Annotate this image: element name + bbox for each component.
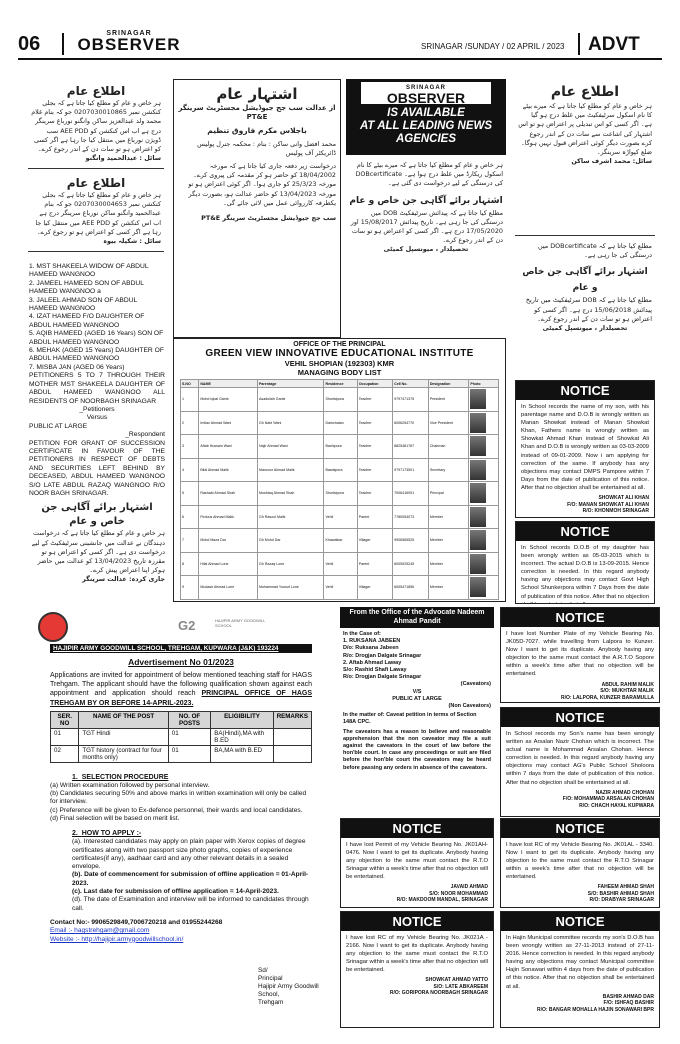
table-cell: Member — [428, 505, 469, 529]
table-cell: Mohd Iqbal Ganie — [199, 388, 258, 412]
notice-signature: SHOWKAT ALI KHAN — [598, 495, 649, 502]
notice-signature: SHOWKAT AHMAD YATTO — [425, 977, 488, 984]
table-cell — [273, 745, 311, 762]
caveators-label: (Caveators) — [460, 681, 491, 688]
notice-signature: R/O: CHACH HAYAL KUPWARA — [579, 802, 654, 809]
table-row — [51, 728, 312, 745]
column-header: ELIGIBILITY — [211, 711, 273, 728]
contact-block — [50, 919, 312, 944]
petitioner-item: 7. MISBA JAN (AGED 06 Years) — [29, 363, 125, 371]
table-cell: 5 — [181, 482, 199, 506]
notice-signature: S/O: NOOR MOHAMMAD — [429, 890, 488, 897]
table-row — [181, 388, 499, 412]
table-cell: Manzoor Ahmad Malik — [258, 458, 324, 482]
notice-signature: R/O: BANGAR MOHALLA HAJIN SONAWARI BPR — [536, 1006, 654, 1013]
signature-line: Sd/ — [258, 967, 268, 974]
party-list — [343, 638, 491, 681]
notice-footer: سائل : عبدالحمید وانگنو — [85, 154, 161, 163]
photo-cell — [469, 552, 499, 576]
notice-title: اشتہار برائے آگاہی جن خاص و عام — [522, 267, 648, 294]
masthead-large: OBSERVER — [77, 35, 181, 54]
member-photo — [470, 483, 486, 503]
notice-box — [500, 707, 660, 817]
column-header: Photo — [469, 380, 499, 388]
table-cell: Damchalan — [324, 411, 357, 435]
list-item: (b) Candidates securing 50% and above marks in written examination will only be called for interview. — [50, 790, 307, 806]
notice-signature: R/O: KHONMOH SRINAGAR — [582, 508, 649, 515]
table-body — [181, 388, 499, 600]
table-cell: Vehil — [324, 552, 357, 576]
list-item: (a). Interested candidates may apply on plain paper with Xerox copies of degree certificates along with two passport size photo graphs, copies of experience certificates(if any), aadhaar card and any other relevant details in a sealed envelope. — [72, 838, 306, 871]
table-cell: 9 — [181, 576, 199, 600]
hags-advertisement — [28, 607, 334, 1028]
notice-signature: ABDUL RAHIM MALIK — [601, 681, 654, 688]
urdu-footer: جاری کردہ: عدالت سرینگر — [82, 575, 165, 584]
adv-number: Advertisement No 01/2023 — [128, 657, 234, 667]
list-title: MANAGING BODY LIST — [297, 368, 382, 377]
table-header-row — [51, 711, 312, 728]
member-photo — [470, 554, 486, 574]
list-item: (d). The date of Examination and interview will be informed to candidates through call. — [72, 896, 309, 912]
party-line: D/o: Ruksana Jabeen — [343, 645, 399, 652]
masthead-logo — [74, 30, 184, 52]
notice-signature: R/O: MAKDOOM MANDAL, SRINAGAR — [396, 897, 488, 904]
non-caveators-label: (Non Caveators) — [448, 703, 491, 710]
table-cell: Teacher — [357, 458, 392, 482]
respondent: PUBLIC AT LARGE — [29, 422, 88, 430]
table-cell: 7780054073 — [393, 505, 429, 529]
principal-signature — [258, 967, 334, 1007]
photo-cell — [469, 388, 499, 412]
notice-box — [500, 818, 660, 908]
notice-signature: S/O: BASHIR AHMAD SHAH — [587, 890, 654, 897]
photo-cell — [469, 411, 499, 435]
table-cell: Mushtaq Ahmad Shah — [258, 482, 324, 506]
urdu-title: اشتہار برائے آگاہی جن خاص و عام — [41, 502, 153, 528]
member-photo — [470, 389, 486, 409]
table-cell: Aftab Hussain Wani — [199, 435, 258, 459]
ishtihar-aam — [173, 79, 341, 338]
notice-title: NOTICE — [501, 912, 659, 931]
notice-box — [340, 911, 494, 1028]
promo-box — [346, 79, 506, 155]
notice-title: اطلاع عام — [550, 84, 620, 100]
contact-no: Contact No:- 9906529849,7006720218 and 01955244268 — [50, 918, 223, 926]
petitioner-item: 6. MEHAK (AGED 15 Years) DAUGHTER OF ABDUL HAMEED WANGNOO — [29, 347, 164, 363]
petitioner-item: 5. AQIB HAMEED (AGED 16 Years) SON OF ABDUL HAMEED WANGNOO — [29, 330, 164, 346]
table-row — [181, 482, 499, 506]
table-cell — [273, 728, 311, 745]
website-link[interactable]: Website :- http://hajipir.armygoodwillschool.in/ — [50, 935, 184, 943]
managing-body-list — [173, 338, 506, 602]
column-header: Occupation — [357, 380, 392, 388]
notice-box — [500, 911, 660, 1028]
advocate-header: From the Office of the Advocate Nadeem Ahmad Pandit — [340, 607, 494, 628]
petitioner-item: 2. JAMEEL HAMEED SON OF ABDUL HAMEED WANGNOO a — [29, 279, 144, 296]
member-photo — [470, 460, 486, 480]
table-cell: Teacher — [357, 388, 392, 412]
table-cell: Vehil — [324, 505, 357, 529]
table-cell: Vice President — [428, 411, 469, 435]
promo-logo — [361, 82, 491, 104]
list-item: (c). Last date for submission of offline application = 14-April-2023. — [72, 888, 279, 896]
table-body — [51, 728, 312, 762]
posts-table — [50, 711, 312, 763]
notice-signature: NAZIR AHMAD CHOHAN — [595, 789, 654, 796]
table-cell: Rashaid Ahmad Shah — [199, 482, 258, 506]
notice-body: ہر خاص و عام کو مطلع کیا جاتا ہے کہ بجلی کنکشن نمبر 0207030010865 جو کہ بنام غلام محمد ولد عبدالعزیز ساکن وانگنو نورباغ سرینگر درج ہے اب اس کنکشن کو AEE PDD سب ڈویژن نورباغ میں منتقل کیا جا رہا ہے اگر کسی کو اعتراض ہو تو سات دن کے اندر رجوع کرے۔ — [31, 99, 161, 154]
table-row — [181, 576, 499, 600]
hags-title: HAJIPIR ARMY GOODWILL SCHOOL, TREHGAM, KUPWARA (J&K) 193224 — [50, 644, 312, 653]
table-cell: Najir Ahmad Wani — [258, 435, 324, 459]
table-cell: Gh Razaq Lone — [258, 552, 324, 576]
notice-signature: R/O: DRABYAR SRINAGAR — [589, 897, 654, 904]
email-link[interactable]: Email :- hagstrehgam@gmail.com — [50, 927, 150, 935]
table-cell: BA,MA with B.ED — [211, 745, 273, 762]
case-label: In the Case of: — [343, 631, 381, 637]
notice-body: مطلع کیا جاتا ہے کہ پیدائش سرٹیفکیٹ DOB میں درستگی کی جا رہی ہے۔ تاریخ پیدائش 15/08/2017 اور 17/05/2020 درج ہے۔ اگر کسی کو اعتراض ہو تو سات دن کے اندر رجوع کرے۔ — [350, 208, 503, 245]
notice-title: اطلاع عام — [66, 84, 126, 98]
advocate-caveat — [340, 607, 494, 782]
institute-name: GREEN VIEW INNOVATIVE EDUCATIONAL INSTITUTE — [205, 348, 474, 359]
photo-cell — [469, 576, 499, 600]
office-title: OFFICE OF THE PRINCIPAL — [293, 341, 386, 348]
notice-signature: BASHIR AHMAD DAR — [602, 993, 654, 1000]
petitioners-label: _Petitioners — [79, 405, 115, 413]
urdu-dob-notice-1 — [346, 158, 506, 338]
notice-body: In School records D.O.B of my daughter has been wrongly written as 05-03-2015 which is incorrect. The actual D.O.B is 13-09-2015. Hence correction is needed. In this regard anybody having any objections may contact Govt High School Shunkerpora within 7 Days from the date of publication of this notice. After that no objection — [521, 545, 649, 600]
divider — [28, 168, 164, 169]
table-cell: 01 — [168, 745, 211, 762]
urdu-body: ہر خاص و عام کو مطلع کیا جاتا ہے کہ درخواست دہندگان نے عدالت میں جانشینی سرٹیفکیٹ کے لیے درخواست دی ہے۔ اگر کسی کو اعتراض ہو تو مقررہ تاریخ 13/04/2023 کو عدالت میں حاضر ہوکر اپنا اعتراض پیش کرے۔ — [31, 529, 165, 575]
notice-footer: سائل: محمد اشرف ساکن — [571, 157, 652, 166]
petitioner-item: 3. JALEEL AHMAD SON OF ABDUL HAMEED WANGNOO — [29, 296, 138, 313]
column-header: NAME OF THE POST — [79, 711, 168, 728]
divider — [28, 251, 164, 252]
table-cell: 3 — [181, 435, 199, 459]
institute-place: VEHIL SHOPIAN (192303) KMR — [284, 359, 395, 368]
column-header: REMARKS — [273, 711, 311, 728]
table-cell: Villager — [357, 576, 392, 600]
table-cell: Gh Mohd Dar — [258, 529, 324, 553]
notice-body: ہر خاص و عام کو مطلع کیا جاتا ہے کہ بجلی کنکشن نمبر 0207030004653 جو کہ بنام عبدالحمید وانگنو ساکن نورباغ سرینگر درج ہے اب اس کنکشن کو AEE PDD میں منتقل کیا جا رہا ہے اگر کسی کو اعتراض ہو تو رجوع کرے۔ — [35, 191, 161, 236]
header-divider-right — [578, 33, 580, 55]
table-cell: 9797173501 — [393, 458, 429, 482]
column-header: Parentage — [258, 380, 324, 388]
party-line: 1. RUKSANA JABEEN — [343, 638, 401, 645]
notice-footer: تحصیلدار ، میونسپل کمیٹی — [542, 324, 628, 333]
notice-box — [500, 607, 660, 703]
notice-title: اطلاع عام — [66, 176, 126, 190]
photo-cell — [469, 505, 499, 529]
photo-cell — [469, 458, 499, 482]
table-row — [181, 458, 499, 482]
table-cell: Mohammad Yousuf Lone — [258, 576, 324, 600]
table-cell: Mudasir Ahmad Lone — [199, 576, 258, 600]
table-cell: 6005925245 — [393, 552, 429, 576]
selection-procedure — [50, 773, 312, 782]
parties: محمد افضل وانی ساکن : بنام : محکمہ جنرل پولیس ڈائریکٹر آف پولیس — [197, 139, 336, 157]
table-cell: TGT history (contract for four months only) — [79, 745, 168, 762]
promo-text — [346, 107, 506, 146]
succession-petition — [28, 262, 166, 602]
page-number: 06 — [18, 33, 41, 55]
notice-signature: S/O: LATE ABKAREEM — [433, 983, 488, 990]
notice-box — [515, 380, 655, 518]
notice-body: ہر خاص و عام کو مطلع کیا جاتا ہے کہ میرے بیٹے کا نام اسکول ریکارڈ میں غلط درج ہوا ہے۔ DOBcertificate کی درستگی کے لیے درخواست دی گئی ہے۔ — [355, 161, 503, 188]
subtitle: باجلاس مکرم فاروق تنظیم — [207, 126, 307, 136]
notice-body: I have lost RC of my Vehicle Bearing No. JK01AL - 3340. Now I want to get its duplicate. Anybody having any objection to the same must contact the R.T.O Srinagar within a week's time after that no objection will be entertained. — [506, 842, 654, 881]
caveat-body: The caveators has a reason to believe and reasonable apprehension that the non caveator may file a suit against the caveators in the court of law before the hon'ble court. In case any proceedings or suit are filed before the hon'ble court the caveators may be heard before passing any orders in absence of the caveators. — [343, 728, 491, 771]
notice-signature: FAHEEM AHMAD SHAH — [597, 884, 654, 891]
table-cell: 7006416051 — [393, 482, 429, 506]
notice-body: I have lost Number Plate of my Vehicle Bearing No. JK05D-7027. while travelling from Lalpora to Kunzer. Now I want to get its duplicate. Anybody having any objection to the same must contact the A.R.T.O Sopore within a week's time after that no objection will be entertained. — [506, 631, 654, 678]
table-cell: Secretary — [428, 458, 469, 482]
notice-box — [515, 521, 655, 604]
header-divider — [62, 33, 64, 55]
member-photo — [470, 577, 486, 597]
divider — [515, 235, 655, 236]
table-note — [180, 602, 499, 603]
table-cell: BA(Hindi),MA with B.ED — [211, 728, 273, 745]
selection-list — [50, 782, 312, 823]
table-cell: 2 — [181, 411, 199, 435]
table-cell: Teacher — [357, 411, 392, 435]
petitioner-list — [29, 263, 165, 372]
urdu-notice-1 — [28, 80, 164, 168]
table-cell: Shuristpora — [324, 482, 357, 506]
section-label: ADVT — [588, 34, 640, 55]
adv-intro — [50, 671, 312, 708]
notice-signature: JAVAID AHMAD — [450, 884, 488, 891]
promo-small: SRINAGAR — [405, 85, 446, 91]
notice-title: NOTICE — [516, 381, 654, 400]
petitioners-note: PETITIONERS 5 TO 7 THROUGH THEIR MOTHER MST SHAKEELA DAUGHTER OF ABDUL HAMEED WANGNOO ALL RESIDENTS OF NOORBAGH SRINAGAR — [29, 372, 165, 405]
g2-logo: G2 — [178, 618, 196, 633]
table-cell: Mohd Maza Dar — [199, 529, 258, 553]
advocate-body — [340, 628, 494, 775]
notice-footer: سائل : شکیلہ بیوہ — [103, 237, 161, 246]
table-cell: Gh Rasool Malik — [258, 505, 324, 529]
respondent-label: _Respondent — [125, 431, 165, 439]
table-cell: Hilal Ahmad Lone — [199, 552, 258, 576]
notice-footer: تحصیلدار ، میونسپل کمیٹی — [383, 245, 469, 254]
member-photo — [470, 507, 486, 527]
column-header: NO. OF POSTS — [168, 711, 211, 728]
promo-line: AT ALL LEADING NEWS — [359, 120, 493, 132]
party-line: R/o: Drogjan Dalgate Srinagar — [343, 652, 422, 659]
signature-line: Trehgam — [258, 999, 284, 1006]
photo-cell — [469, 435, 499, 459]
table-cell: 4 — [181, 458, 199, 482]
urdu-notice-3 — [515, 79, 655, 234]
column-header: SER. NO — [51, 711, 79, 728]
notice-signature: S/O: MUKHTAR MALIK — [600, 688, 654, 695]
table-cell: Gh Nabi Wani — [258, 411, 324, 435]
matter: In the matter of: Caveat petition in terms of Section 148A CPC. — [343, 712, 477, 726]
notice-body: In School records my Son's name has been wrongly written as Arsalan Nazir Chohan which is incorrect. The actual name is Mohammad Arsalan Chohan. Hence correction is needed. In this regard anybody having any objections may contact AG's Public School Sholoora within 7 days from the date of publication of this notice. After that no objection shall be entertained at all. — [506, 731, 654, 786]
notice-body: ہر خاص و عام کو مطلع کیا جاتا ہے کہ میرے بیٹے کا نام اسکول سرٹیفکیٹ میں غلط درج ہو گیا ہے۔ اگر کسی کو اس تبدیلی پر اعتراض ہو تو اس اشتہار کی اشاعت سے سات دن کے اندر رجوع کرے بصورت دیگر کوئی اعتراض قبول نہیں ہوگا۔ ضلع کپواڑہ سرینگر۔ — [518, 102, 652, 157]
table-cell: Imtiaz Ahmad Wani — [199, 411, 258, 435]
table-cell: Bilal Ahmad Malik — [199, 458, 258, 482]
header-rule — [18, 58, 662, 60]
hags-logos — [50, 610, 312, 640]
table-cell: Asadullah Ganie — [258, 388, 324, 412]
signature-line: Principal — [258, 975, 283, 982]
promo-line: IS AVAILABLE — [387, 107, 465, 119]
table-row — [181, 505, 499, 529]
intro-text: Applications are invited for appointment of below mentioned teaching staff for HAGS Trehgam. The applicant should have the following qualification shown against each appointment and application should reach — [50, 672, 312, 698]
table-cell: Teacher — [357, 435, 392, 459]
notice-title: NOTICE — [341, 912, 493, 931]
members-table — [180, 379, 499, 600]
how-to-apply — [50, 829, 312, 838]
respondent: PUBLIC AT LARGE — [392, 695, 442, 702]
army-emblem-icon — [38, 612, 68, 642]
column-header: Designation — [428, 380, 469, 388]
section-title: 1. SELECTION PROCEDURE — [72, 773, 169, 781]
notice-footer: سب جج جیوڈیشل مجسٹریٹ سرینگر PT&E — [201, 214, 336, 223]
table-cell: Member — [428, 552, 469, 576]
column-header: Residence — [324, 380, 357, 388]
table-cell: Khawaibar — [324, 529, 357, 553]
list-item: (b). Date of commencement for submission of offline application = 01-April-2023. — [72, 871, 309, 887]
party-line: S/o: Rashid Shafi Laway — [343, 667, 407, 674]
table-cell: Member — [428, 576, 469, 600]
notice-title: NOTICE — [501, 608, 659, 627]
column-header: NAME — [199, 380, 258, 388]
court-line: از عدالت سب جج جیوڈیشل مجسٹریٹ سرینگر PT&E — [178, 104, 336, 122]
member-photo — [470, 413, 486, 433]
notice-body: I have lost RC of my Vehicle Bearing No. JK021A - 2166. Now I want to get its duplicate. Anybody having any objection to the same must contact the R.T.O Srinagar within a week's time after that no objection will be entertained. — [346, 935, 488, 974]
notice-title: اشتہار برائے آگاہی جن خاص و عام — [349, 195, 503, 206]
promo-line: AGENCIES — [395, 133, 457, 145]
member-photo — [470, 530, 486, 550]
table-row — [181, 411, 499, 435]
notice-body: In Hajin Municipal committee records my son's D.O.B has been wrongly written as 27-11-2013 instead of 27-11-2016. Hence correction is needed. In this regard anybody having any objections may contact Municipal committee Hajin Sonawari within 4 days from the date of publication of this notice. After that no objection shall be entertained at all. — [506, 935, 654, 990]
table-cell: 6 — [181, 505, 199, 529]
party-line: R/o: Drogjan Dalgate Srinagar — [343, 674, 422, 681]
selection-title: SELECTION PROCEDURE — [81, 773, 169, 781]
table-cell: 02 — [51, 745, 79, 762]
table-cell: 6006254770 — [393, 411, 429, 435]
hags-logo-text: HAJIPIR ARMY GOODWILL SCHOOL — [215, 618, 266, 628]
table-cell: 6005471856 — [393, 576, 429, 600]
table-cell: Member — [428, 529, 469, 553]
versus: Versus — [86, 414, 108, 422]
apply-list — [50, 838, 312, 913]
table-cell: 7 — [181, 529, 199, 553]
column-header: Cell No. — [393, 380, 429, 388]
notice-body: مطلع کیا جاتا ہے کہ DOB سرٹیفکیٹ میں تاریخ پیدائش 15/06/2018 درج ہے۔ اگر کسی کو اعتراض ہو تو سات دن کے اندر رجوع کرے۔ — [525, 296, 652, 323]
petitioner-item: 1. MST SHAKEELA WIDOW OF ABDUL HAMEED WANGNOO — [29, 263, 149, 279]
table-cell: Chairman — [428, 435, 469, 459]
notice-title: NOTICE — [341, 819, 493, 838]
table-cell: Principal — [428, 482, 469, 506]
table-cell: Firdous Ahmad Malik — [199, 505, 258, 529]
table-cell: Bachipora — [324, 435, 357, 459]
table-cell: TGT Hindi — [79, 728, 168, 745]
table-cell: Bawalpora — [324, 458, 357, 482]
promo-large: OBSERVER — [386, 90, 466, 106]
photo-cell — [469, 529, 499, 553]
section-title: 2. HOW TO APPLY :- — [72, 830, 142, 838]
table-cell: 8 — [181, 552, 199, 576]
petition-text: PETITION FOR GRANT OF SUCCESSION CERTIFICATE IN FAVOUR OF THE PETITIONERS IN RESPECT OF DEBTS AND SECURITIES LEFT BEHIND BY DECEASED, ABDUL HAMEED WANGNOO S/O LATE ABDUL RAZAQ WANGNOO R/O NOOR BAGH SRINAGAR. — [29, 439, 165, 497]
table-cell: Vehil — [324, 576, 357, 600]
notice-signature: F/O: ISHFAQ BASHIR — [603, 1000, 654, 1007]
table-cell: 1 — [181, 388, 199, 412]
table-cell: President — [428, 388, 469, 412]
table-cell: 9797471375 — [393, 388, 429, 412]
petitioner-item: 4. IZAT HAMEED F/O DAUGHTER OF ABDUL HAMEED WANGNOO — [29, 313, 145, 329]
notice-box — [340, 818, 494, 908]
urdu-notice-2 — [28, 172, 164, 250]
notice-signature: F/O: MOHAMMAD ARSALAN CHOHAN — [562, 796, 654, 803]
table-cell: Shuristpora — [324, 388, 357, 412]
masthead-small: SRINAGAR — [106, 30, 152, 37]
notice-body: In School records the name of my son, with his parentage name and D.O.B is wrongly written as Manan Showkat instead of Manan Showkat Khan, Fathers name is wrongly written as Showkat Ahmad Khan instead of Showkat Ali Khan and D.O.B is wrongly written as 03-03-2009 instead of 09-01-2009. Now i am applying for correction of the same. If anybody has any objections may contact DMPS Pampore within 7 Days from the date of publication of this notice. After that no objection shall be entertained at all. — [521, 404, 649, 491]
list-item: (a) Written examination followed by personal interview. — [50, 781, 210, 789]
party-line: 2. Aftab Ahmad Laway — [343, 659, 402, 666]
table-cell: 01 — [51, 728, 79, 745]
table-cell: Parent — [357, 505, 392, 529]
table-cell: 9906565525 — [393, 529, 429, 553]
list-item: (d) Final selection will be based on merit list. — [50, 815, 180, 822]
notice-body: مطلع کیا جاتا ہے کہ DOBcertificate میں درستگی کی جا رہی ہے۔ — [537, 242, 652, 260]
notice-title: NOTICE — [501, 819, 659, 838]
intro-deadline: PRINCIPAL OFFICE OF HAGS TREHGAM BY OR BEFORE 14-APRIL-2023. — [50, 690, 312, 707]
notice-title: اشتہار عام — [216, 85, 298, 103]
notice-title: NOTICE — [501, 708, 659, 727]
notice-body: درخواست زیر دفعہ جاری کیا جاتا ہے کہ مورخہ 18/04/2002 کو حاضر ہو کر مقدمہ کی پیروی کرے۔ مورخہ 25/3/23 کو جاری ہوا۔ اگر کوئی اعتراض ہو تو مورخہ 13/04/2023 کو حاضر عدالت ہو، بصورت دیگر یکطرفہ کارروائی عمل میں لائی جائے گی۔ — [188, 162, 336, 207]
photo-cell — [469, 482, 499, 506]
signature-line: Hajipir Army Goodwill School, — [258, 983, 319, 998]
table-cell: Villager — [357, 529, 392, 553]
urdu-dob-notice-2 — [515, 239, 655, 369]
table-header-row — [181, 380, 499, 388]
table-cell: Parent — [357, 552, 392, 576]
notice-signature: R/O: LALPORA, KUNZER BARAMULLA — [560, 694, 654, 701]
notice-signature: R/O: GORIPORA NOORBAGH SRINAGAR — [389, 990, 488, 997]
table-cell: 8825481787 — [393, 435, 429, 459]
notice-title: NOTICE — [516, 522, 654, 541]
table-row — [51, 745, 312, 762]
table-row — [181, 529, 499, 553]
list-item: (c) Preference will be given to Ex-defence personnel, their wards and local candidates. — [50, 806, 303, 814]
notice-signature: F/O: MANAN SHOWKAT ALI KHAN — [567, 501, 649, 508]
versus: V/S — [412, 688, 422, 695]
table-row — [181, 552, 499, 576]
apply-title: HOW TO APPLY :- — [81, 830, 142, 838]
table-cell: Teacher — [357, 482, 392, 506]
member-photo — [470, 436, 486, 456]
column-header: S.NO — [181, 380, 199, 388]
table-cell: 01 — [168, 728, 211, 745]
table-row — [181, 435, 499, 459]
header-date: SRINAGAR /SUNDAY / 02 APRIL / 2023 — [421, 42, 565, 51]
notice-body: I have lost Permit of my Vehicle Bearing No. JK01AH-0476. Now I want to get its duplicate. Anybody having any objection to the same must contact the R.T.O Srinagar within a week's time after that no objection will be entertained. — [346, 842, 488, 881]
